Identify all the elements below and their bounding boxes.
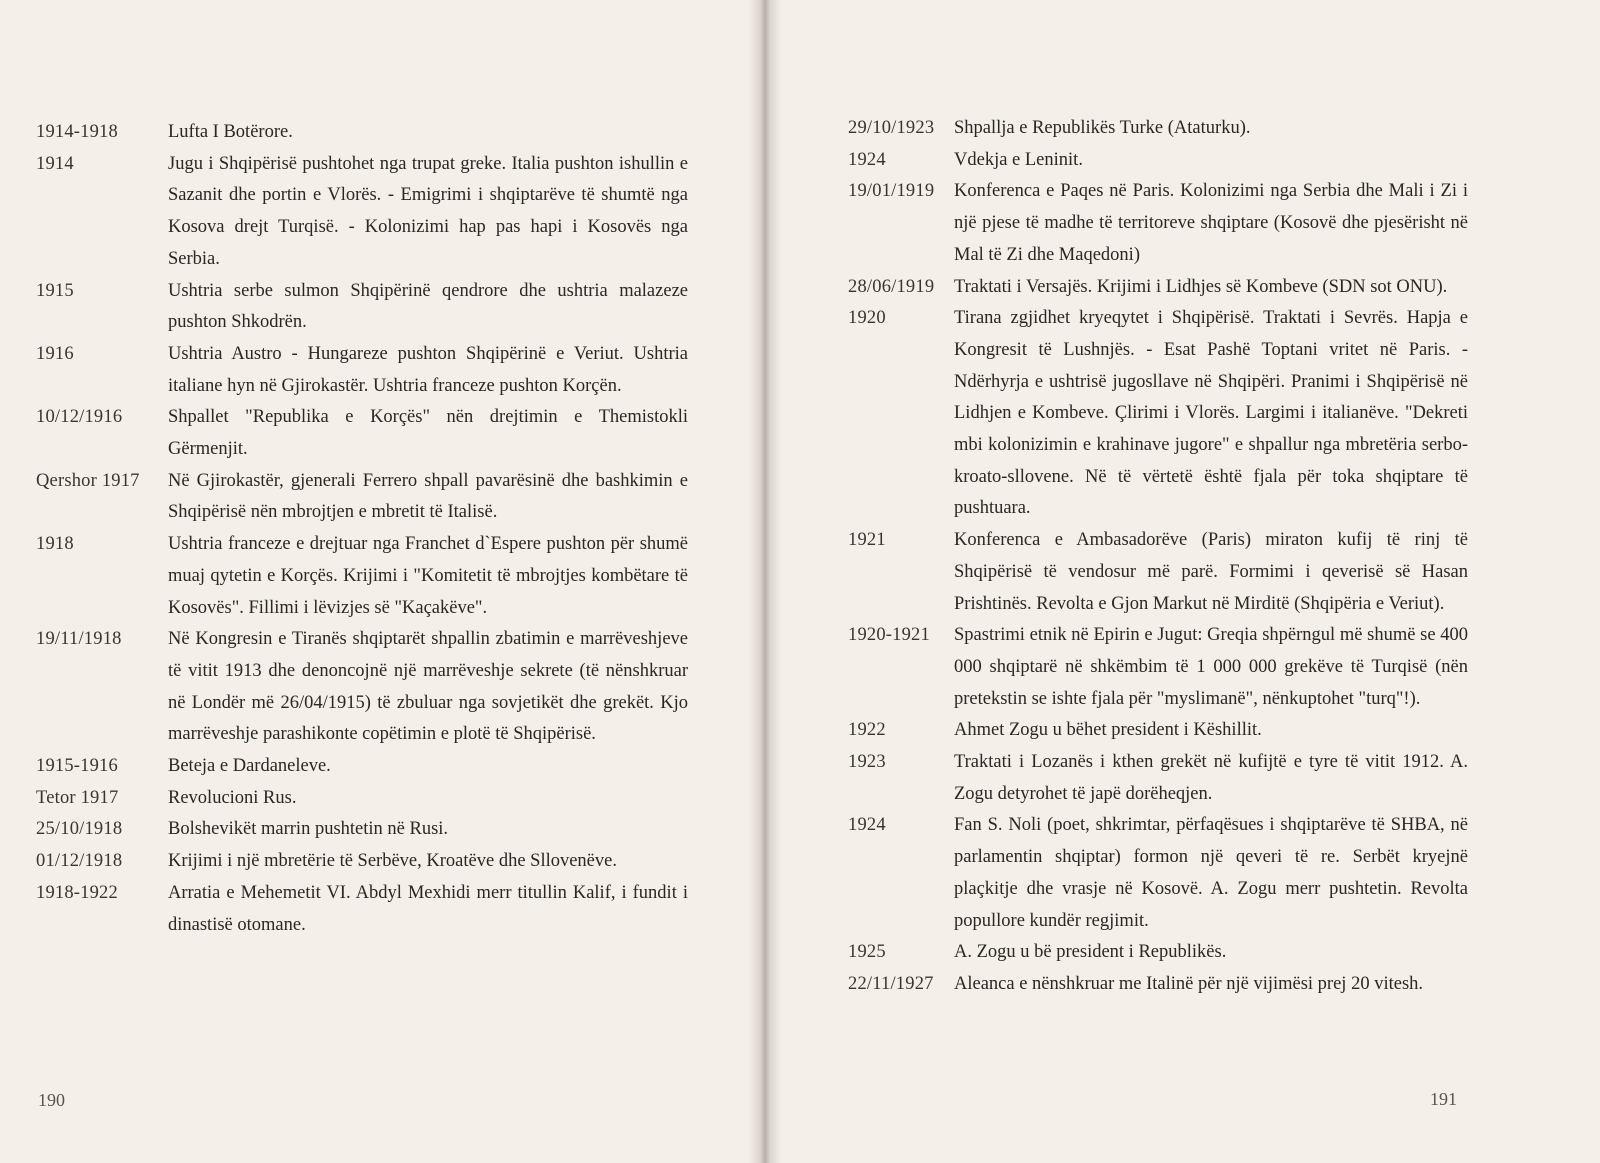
entry-text: Bolshevikët marrin pushtetin në Rusi. [168,819,449,840]
page-number-left: 190 [38,1090,65,1110]
timeline-entry [36,846,688,878]
entry-date: 1916 [36,343,74,364]
timeline-entry [848,937,1468,969]
entry-text: Në Kongresin e Tiranës shqiptarët shpallin zbatimin e marrëveshjeve të vitit 1913 dhe denoncojnë një marrëveshje sekrete (të nënshkruar në Londër më 26/04/1915) të zbuluar nga sovjetikët dhe grekët. Kjo marrëveshje parashikonte copëtimin e plotë të Shqipërisë. [168,629,688,745]
entry-text: Konferenca e Paqes në Paris. Kolonizimi nga Serbia dhe Mali i Zi i një pjese të madhe të territoreve shqiptare (Kosovë dhe pjesërisht në Mal të Zi dhe Maqedoni) [954,181,1468,265]
right-timeline [848,113,1468,1001]
entry-date: 29/10/1923 [848,118,935,138]
entry-date: 1920-1921 [848,625,930,646]
entry-date: 1915-1916 [36,756,118,777]
entry-text: Në Gjirokastër, gjenerali Ferrero shpall pavarësinë dhe bashkimin e Shqipërisë nën mbrojtjen e mbretit të Italisë. [168,470,688,523]
entry-text: Vdekja e Leninit. [954,149,1083,170]
entry-date: 1923 [848,752,886,773]
entry-text: Ahmet Zogu u bëhet president i Këshillit. [954,720,1262,741]
page-number-right: 191 [1430,1089,1457,1109]
entry-date: Tetor 1917 [36,787,119,808]
timeline-entry [36,529,688,624]
left-page [0,0,765,1163]
entry-date: 01/12/1918 [36,851,123,872]
entry-text: Traktati i Versajës. Krijimi i Lidhjes së Kombeve (SDN sot ONU). [954,276,1448,297]
entry-date: 1924 [848,815,886,836]
timeline-entry [36,878,688,941]
entry-text: Jugu i Shqipërisë pushtohet nga trupat greke. Italia pushton ishullin e Sazanit dhe portin e Vlorës. - Emigrimi i shqiptarëve të shumtë nga Kosova drejt Turqisë. - Kolonizimi hap pas hapi i Kosovës nga Serbia. [168,153,688,269]
entry-text: Beteja e Dardaneleve. [168,756,331,777]
entry-text: Shpallja e Republikës Turke (Ataturku). [954,118,1251,138]
timeline-entry [848,176,1468,271]
entry-text: A. Zogu u bë president i Republikës. [954,942,1227,963]
entry-date: 1918 [36,534,74,555]
entry-date: 1915 [36,280,74,301]
timeline-entry [36,624,688,751]
entry-date: 22/11/1927 [848,973,934,994]
entry-date: 1922 [848,720,886,741]
entry-text: Tirana zgjidhet kryeqytet i Shqipërisë. Traktati i Sevrës. Hapja e Kongresit të Lushnjës. - Esat Pashë Toptani vritet në Paris. - Ndërhyrja e ushtrisë jugosllave në Shqipëri. Pranimi i Shqipërisë në Lidhjen e Kombeve. Çlirimi i Vlorës. Largimi i italianëve. "Dekreti mbi kolonizimin e krahinave jugore" e shpallur nga mbretëria serbo-kroato-sllovene. Në të vërtetë është fjala për toka shqiptare të pushtuara. [954,308,1468,519]
entry-date: 1914 [36,153,74,174]
timeline-entry [36,339,688,402]
entry-text: Traktati i Lozanës i kthen grekët në kufijtë e tyre të vitit 1912. A. Zogu detyrohet të japë dorëheqjen. [954,752,1468,804]
entry-text: Krijimi i një mbretërie të Serbëve, Kroatëve dhe Sllovenëve. [168,851,617,872]
entry-text: Shpallet "Republika e Korçës" nën drejtimin e Themistokli Gërmenjit. [168,407,688,460]
entry-text: Arratia e Mehemetit VI. Abdyl Mexhidi merr titullin Kalif, i fundit i dinastisë otomane. [168,882,688,935]
entry-date: Qershor 1917 [36,470,140,491]
entry-text: Revolucioni Rus. [168,787,297,808]
entry-text: Aleanca e nënshkruar me Italinë për një vijimësi prej 20 vitesh. [954,973,1424,994]
entry-date: 19/11/1918 [36,629,122,650]
timeline-entry [848,620,1468,715]
timeline-entry [848,272,1468,304]
entry-text: Ushtria franceze e drejtuar nga Franchet d`Espere pushton për shumë muaj qytetin e Korçës. Krijimi i "Komitetit të mbrojtjes kombëtare të Kosovës". Fillimi i lëvizjes së "Kaçakëve". [168,534,688,618]
entry-text: Ushtria Austro - Hungareze pushton Shqipërinë e Veriut. Ushtria italiane hyn në Gjirokastër. Ushtria franceze pushton Korçën. [168,343,688,396]
timeline-entry [848,303,1468,525]
timeline-entry [36,814,688,846]
entry-text: Lufta I Botërore. [168,122,293,142]
entry-date: 10/12/1916 [36,407,123,428]
entry-date: 1920 [848,308,886,329]
timeline-entry [36,402,688,465]
entry-date: 1914-1918 [36,122,118,142]
timeline-entry [36,276,688,339]
timeline-entry [848,113,1468,145]
timeline-entry [848,715,1468,747]
timeline-entry [36,149,688,276]
entry-date: 25/10/1918 [36,819,123,840]
timeline-entry [36,117,688,149]
entry-date: 28/06/1919 [848,276,935,297]
timeline-entry [848,969,1468,1001]
timeline-entry [36,466,688,529]
entry-date: 19/01/1919 [848,181,935,202]
timeline-entry [36,751,688,783]
entry-text: Konferenca e Ambasadorëve (Paris) miraton kufij të rinj të Shqipërisë të vendosur më parë. Formimi i qeverisë së Hasan Prishtinës. Revolta e Gjon Markut në Mirditë (Shqipëria e Veriut). [954,530,1468,614]
book-gutter [748,0,782,1163]
timeline-entry [848,747,1468,810]
left-timeline [36,117,688,941]
entry-date: 1925 [848,942,886,963]
timeline-entry [848,525,1468,620]
timeline-entry [848,145,1468,177]
entry-date: 1921 [848,530,886,551]
entry-date: 1918-1922 [36,882,118,903]
entry-text: Spastrimi etnik në Epirin e Jugut: Greqia shpërngul më shumë se 400 000 shqiptarë në shkëmbim të 1 000 000 grekëve të Turqisë (nën pretekstin se ishte fjala për "myslimanë", nënkuptohet "turq"!). [954,625,1468,709]
entry-text: Ushtria serbe sulmon Shqipërinë qendrore dhe ushtria malazeze pushton Shkodrën. [168,280,688,333]
timeline-entry [848,810,1468,937]
entry-date: 1924 [848,149,886,170]
timeline-entry [36,783,688,815]
entry-text: Fan S. Noli (poet, shkrimtar, përfaqësues i shqiptarëve të SHBA, në parlamentin shqiptar) formon një qeveri të re. Serbët kryejnë plaçkitje dhe vrasje në Kosovë. A. Zogu merr pushtetin. Revolta popullore kundër regjimit. [954,815,1468,931]
